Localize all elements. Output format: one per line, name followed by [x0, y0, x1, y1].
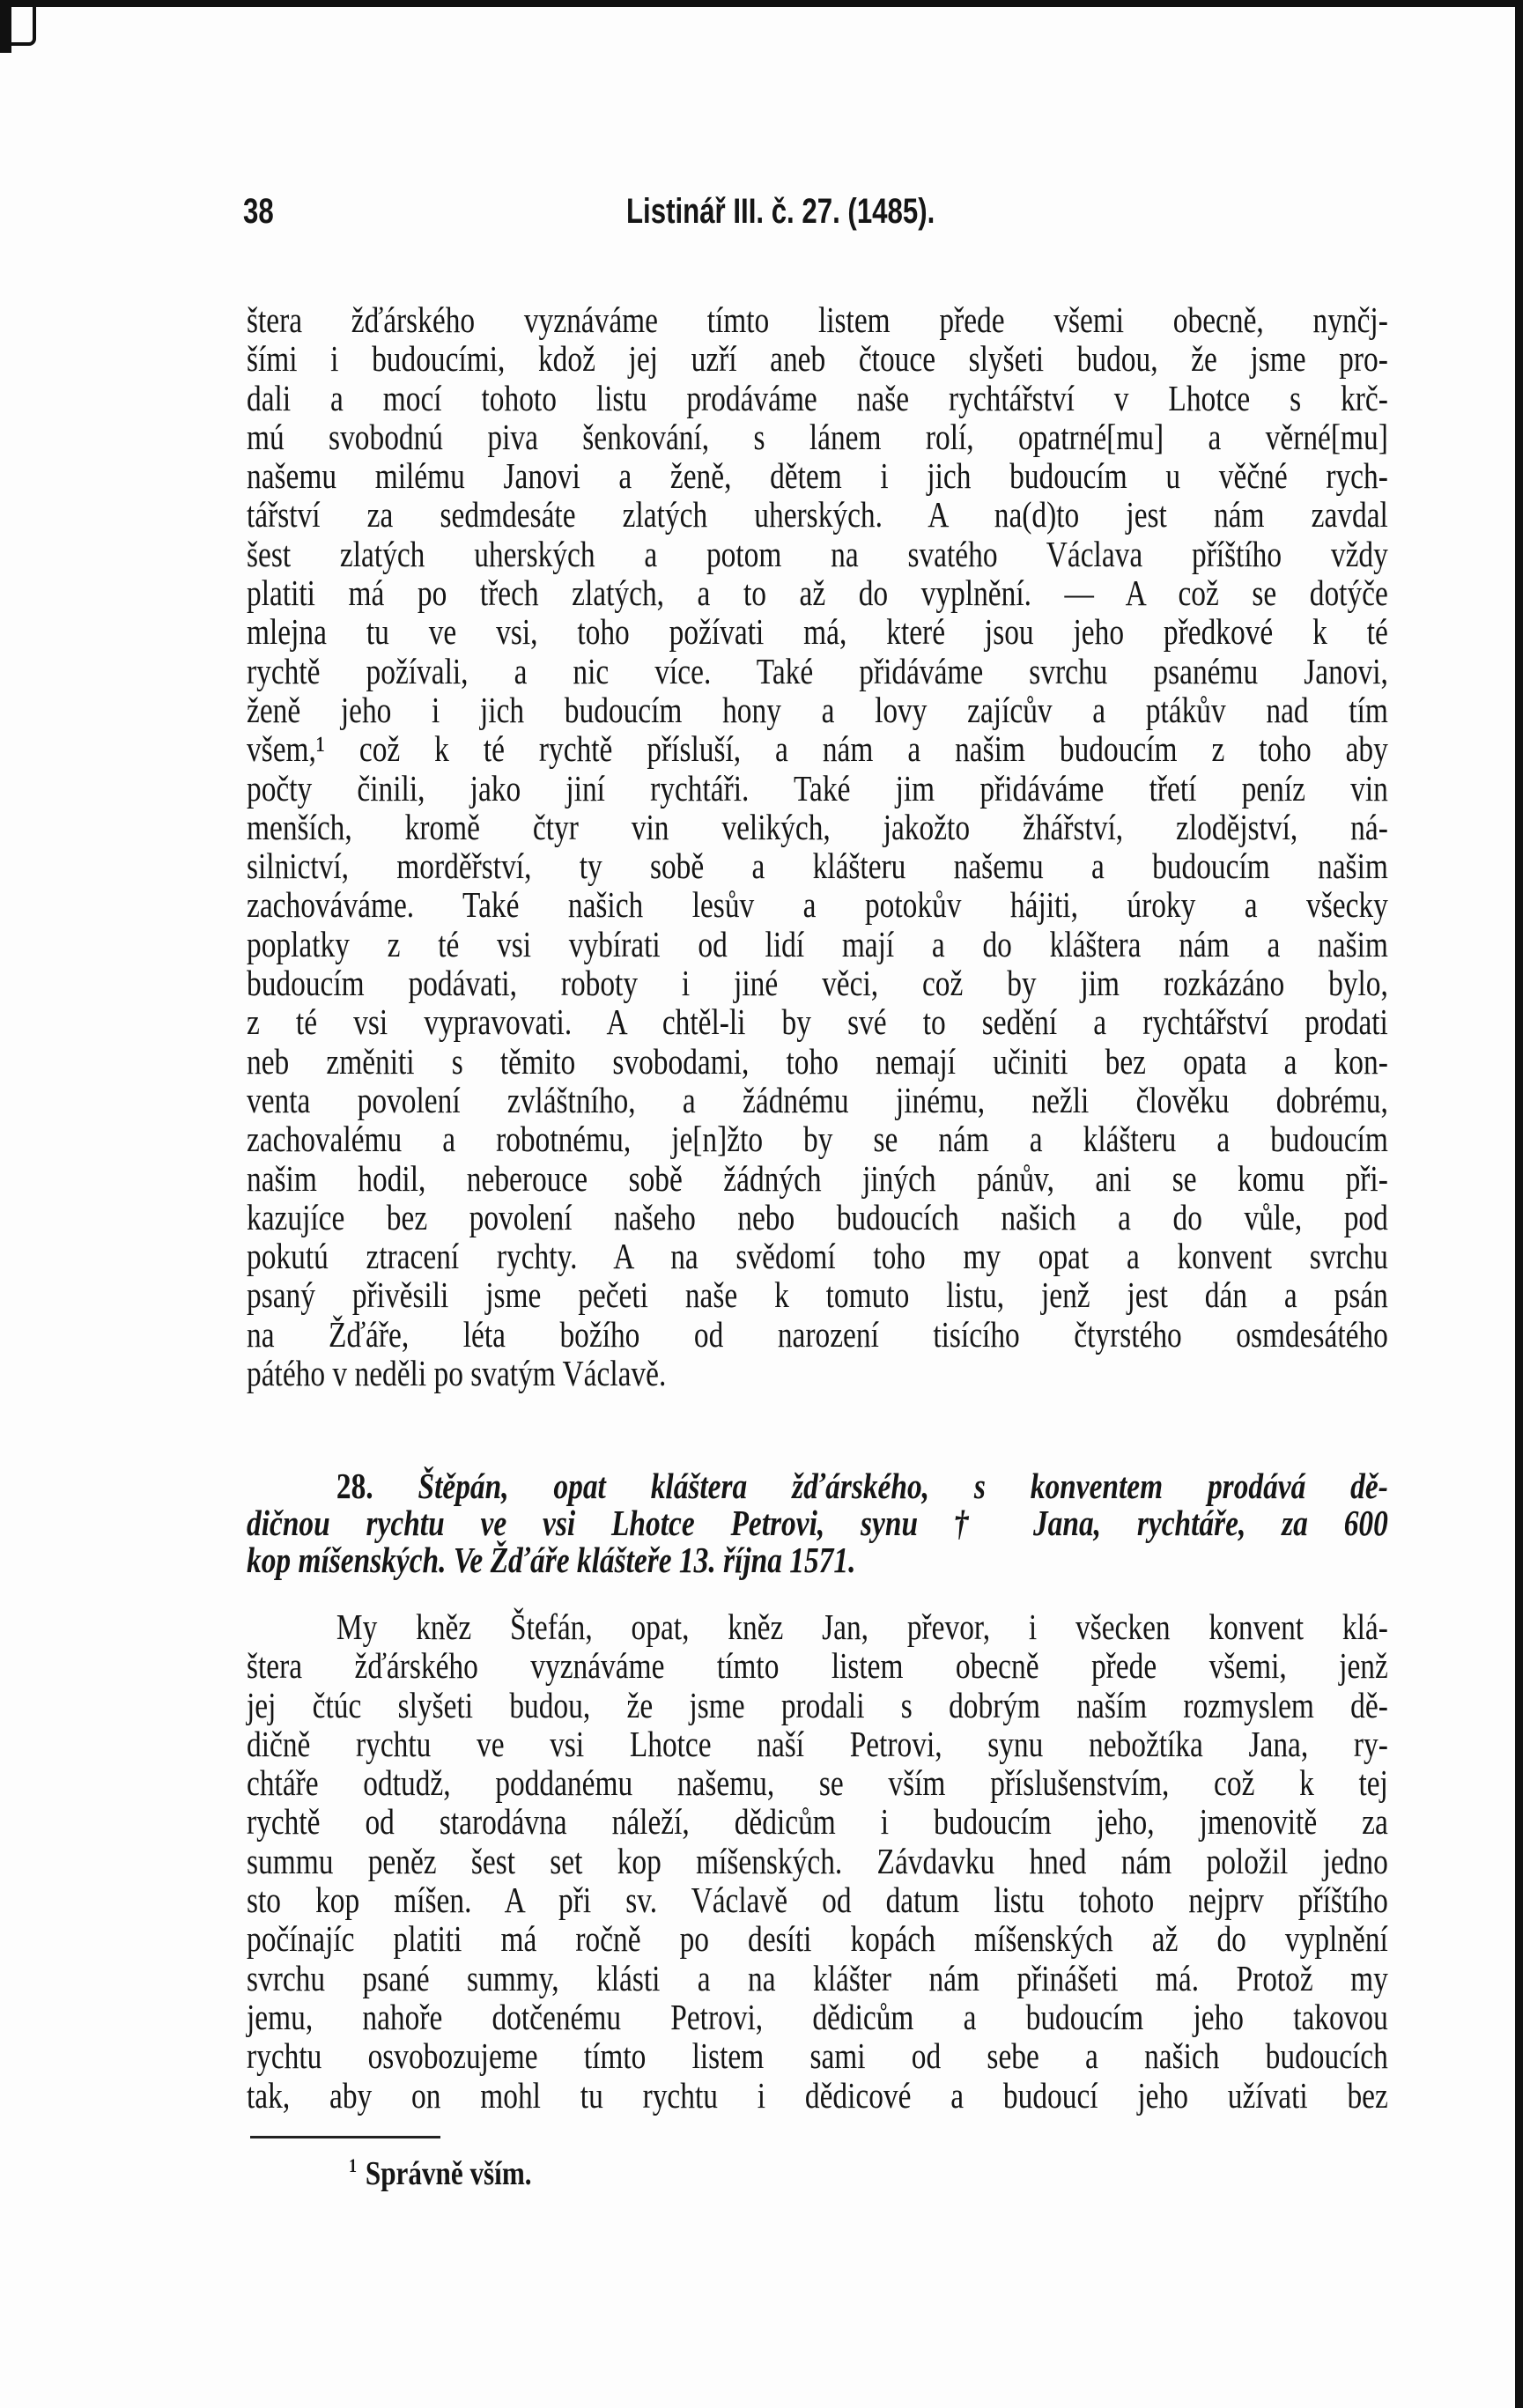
text-line: štera žďárského vyznáváme tímto listem přede všemi obecně, nynčj-	[247, 299, 1388, 340]
text-line: psaný přivěsili jsme pečeti naše k tomuto listu, jenž jest dán a psán	[247, 1274, 1388, 1316]
text-line: zachováváme. Také našich lesův a potokův hájiti, úroky a všecky	[247, 884, 1388, 926]
document-27-text	[247, 300, 1388, 1392]
text-line: platiti má po třech zlatých, a to až do vyplnění. — A což se dotýče	[247, 572, 1388, 614]
text-line: z té vsi vypravovati. A chtěl-li by své to sedění a rychtářství prodati	[247, 1001, 1388, 1043]
text-line: rychtě požívali, a nic více. Také přidáváme svrchu psanému Janovi,	[247, 650, 1388, 691]
text-line: dičnou rychtu ve vsi Lhotce Petrovi, synu † Jana, rychtáře, za 600	[247, 1503, 1388, 1543]
scan-edge-right	[1515, 0, 1523, 2408]
text-line: našemu milému Janovi a ženě, dětem i jich budoucím u věčné rych-	[247, 455, 1388, 497]
text-line: sto kop míšen. A při sv. Václavě od datum listu tohoto nejprv příštího	[247, 1880, 1388, 1921]
text-line: jemu, nahoře dotčenému Petrovi, dědicům a budoucím jeho takovou	[247, 1996, 1388, 2037]
text-line: venta povolení zvláštního, a žádnému jinému, nežli člověku dobrému,	[247, 1079, 1388, 1120]
text-line: tak, aby on mohl tu rychtu i dědicové a budoucí jeho užívati bez	[247, 2074, 1388, 2116]
text-line: dičně rychtu ve vsi Lhotce naší Petrovi, synu nebožtíka Jana, ry-	[247, 1723, 1388, 1764]
text-line: My kněz Štefán, opat, kněz Jan, převor, i všecken konvent klá-	[336, 1607, 1388, 1647]
running-title: Listinář III. č. 27. (1485).	[626, 192, 935, 231]
text-line: tářství za sedmdesáte zlatých uherských. A na(d)to jest nám zavdal	[247, 494, 1388, 536]
text-line: šími i budoucími, kdož jej uzří aneb čtouce slyšeti budou, že jsme pro-	[247, 338, 1388, 380]
text-line: štera žďárského vyznáváme tímto listem obecně přede všemi, jenž	[247, 1645, 1388, 1687]
text-line: mlejna tu ve vsi, toho požívati má, které jsou jeho předkové k té	[247, 611, 1388, 653]
text-line: pátého v neděli po svatým Václavě.	[247, 1353, 667, 1394]
text-line: počty činili, jako jiní rychtáři. Také jim přidáváme třetí peníz vin	[247, 767, 1388, 809]
footnote	[349, 2154, 532, 2193]
scan-edge-top	[0, 0, 1515, 7]
text-line: mú svobodnú piva šenkování, s lánem rolí, opatrné[mu] a věrné[mu]	[247, 416, 1388, 457]
text-line: jej čtúc slyšeti budou, že jsme prodali s dobrým naším rozmyslem dě-	[247, 1684, 1388, 1725]
text-line: ženě jeho i jich budoucím hony a lovy zajícův a ptákův nad tím	[247, 689, 1388, 730]
text-line: budoucím podávati, roboty i jiné věci, což by jim rozkázáno bylo,	[247, 963, 1388, 1004]
page-number: 38	[243, 192, 274, 231]
text-line: summu peněz šest set kop míšenských. Závdavku hned nám položil jedno	[247, 1840, 1388, 1881]
text-line: našim hodil, neberouce sobě žádných jiných pánův, ani se komu při-	[247, 1157, 1388, 1199]
footnote-rule	[250, 2136, 440, 2138]
heading-text: Štěpán, opat kláštera žďárského, s konventem prodává dě-	[418, 1466, 1388, 1506]
text-line: neb změniti s těmito svobodami, toho nemají učiniti bez opata a kon-	[247, 1040, 1388, 1082]
text-line: všem,¹ což k té rychtě přísluší, a nám a našim budoucím z toho aby	[247, 728, 1388, 770]
text-line: rychtu osvobozujeme tímto listem sami od sebe a našich budoucích	[247, 2035, 1388, 2077]
text-line: kazujíce bez povolení našeho nebo budoucích našich a do vůle, pod	[247, 1196, 1388, 1237]
text-line: svrchu psané summy, klásti a na klášter nám přinášeti má. Protož my	[247, 1957, 1388, 1998]
footnote-marker: 1	[349, 2154, 358, 2177]
footnote-text: Správně vším.	[365, 2155, 532, 2192]
text-line: dali a mocí tohoto listu prodáváme naše rychtářství v Lhotce s krč-	[247, 377, 1388, 418]
text-line: zachovalému a robotnému, je[n]žto by se nám a klášteru a budoucím	[247, 1119, 1388, 1160]
text-line: rychtě od starodávna náleží, dědicům i budoucím jeho, jmenovitě za	[247, 1801, 1388, 1843]
text-line: silnictví, morděřství, ty sobě a klášteru našemu a budoucím našim	[247, 846, 1388, 887]
text-line: pokutú ztracení rychty. A na svědomí toho my opat a konvent svrchu	[247, 1236, 1388, 1277]
document-28-text	[247, 1607, 1388, 2115]
text-line: kop míšenských. Ve Žďáře klášteře 13. října 1571.	[247, 1540, 856, 1580]
document-28-heading	[247, 1467, 1388, 1578]
text-line: menších, kromě čtyr vin velikých, jakožto žhářství, zlodějství, ná-	[247, 806, 1388, 847]
document-number: 28.	[336, 1466, 373, 1506]
text-line: chtáře odtudž, poddanému našemu, se vším příslušenstvím, což k tej	[247, 1762, 1388, 1804]
text-line: počínajíc platiti má ročně po desíti kopách míšenských až do vyplnění	[247, 1918, 1388, 1960]
text-line	[247, 1467, 1388, 1504]
folded-corner	[11, 7, 36, 46]
text-line: šest zlatých uherských a potom na svatého Václava příštího vždy	[247, 533, 1388, 574]
scan-edge-left	[0, 0, 11, 53]
text-line: na Žďáře, léta božího od narození tisícího čtyrstého osmdesátého	[247, 1313, 1388, 1355]
text-line: poplatky z té vsi vybírati od lidí mají a do kláštera nám a našim	[247, 923, 1388, 964]
